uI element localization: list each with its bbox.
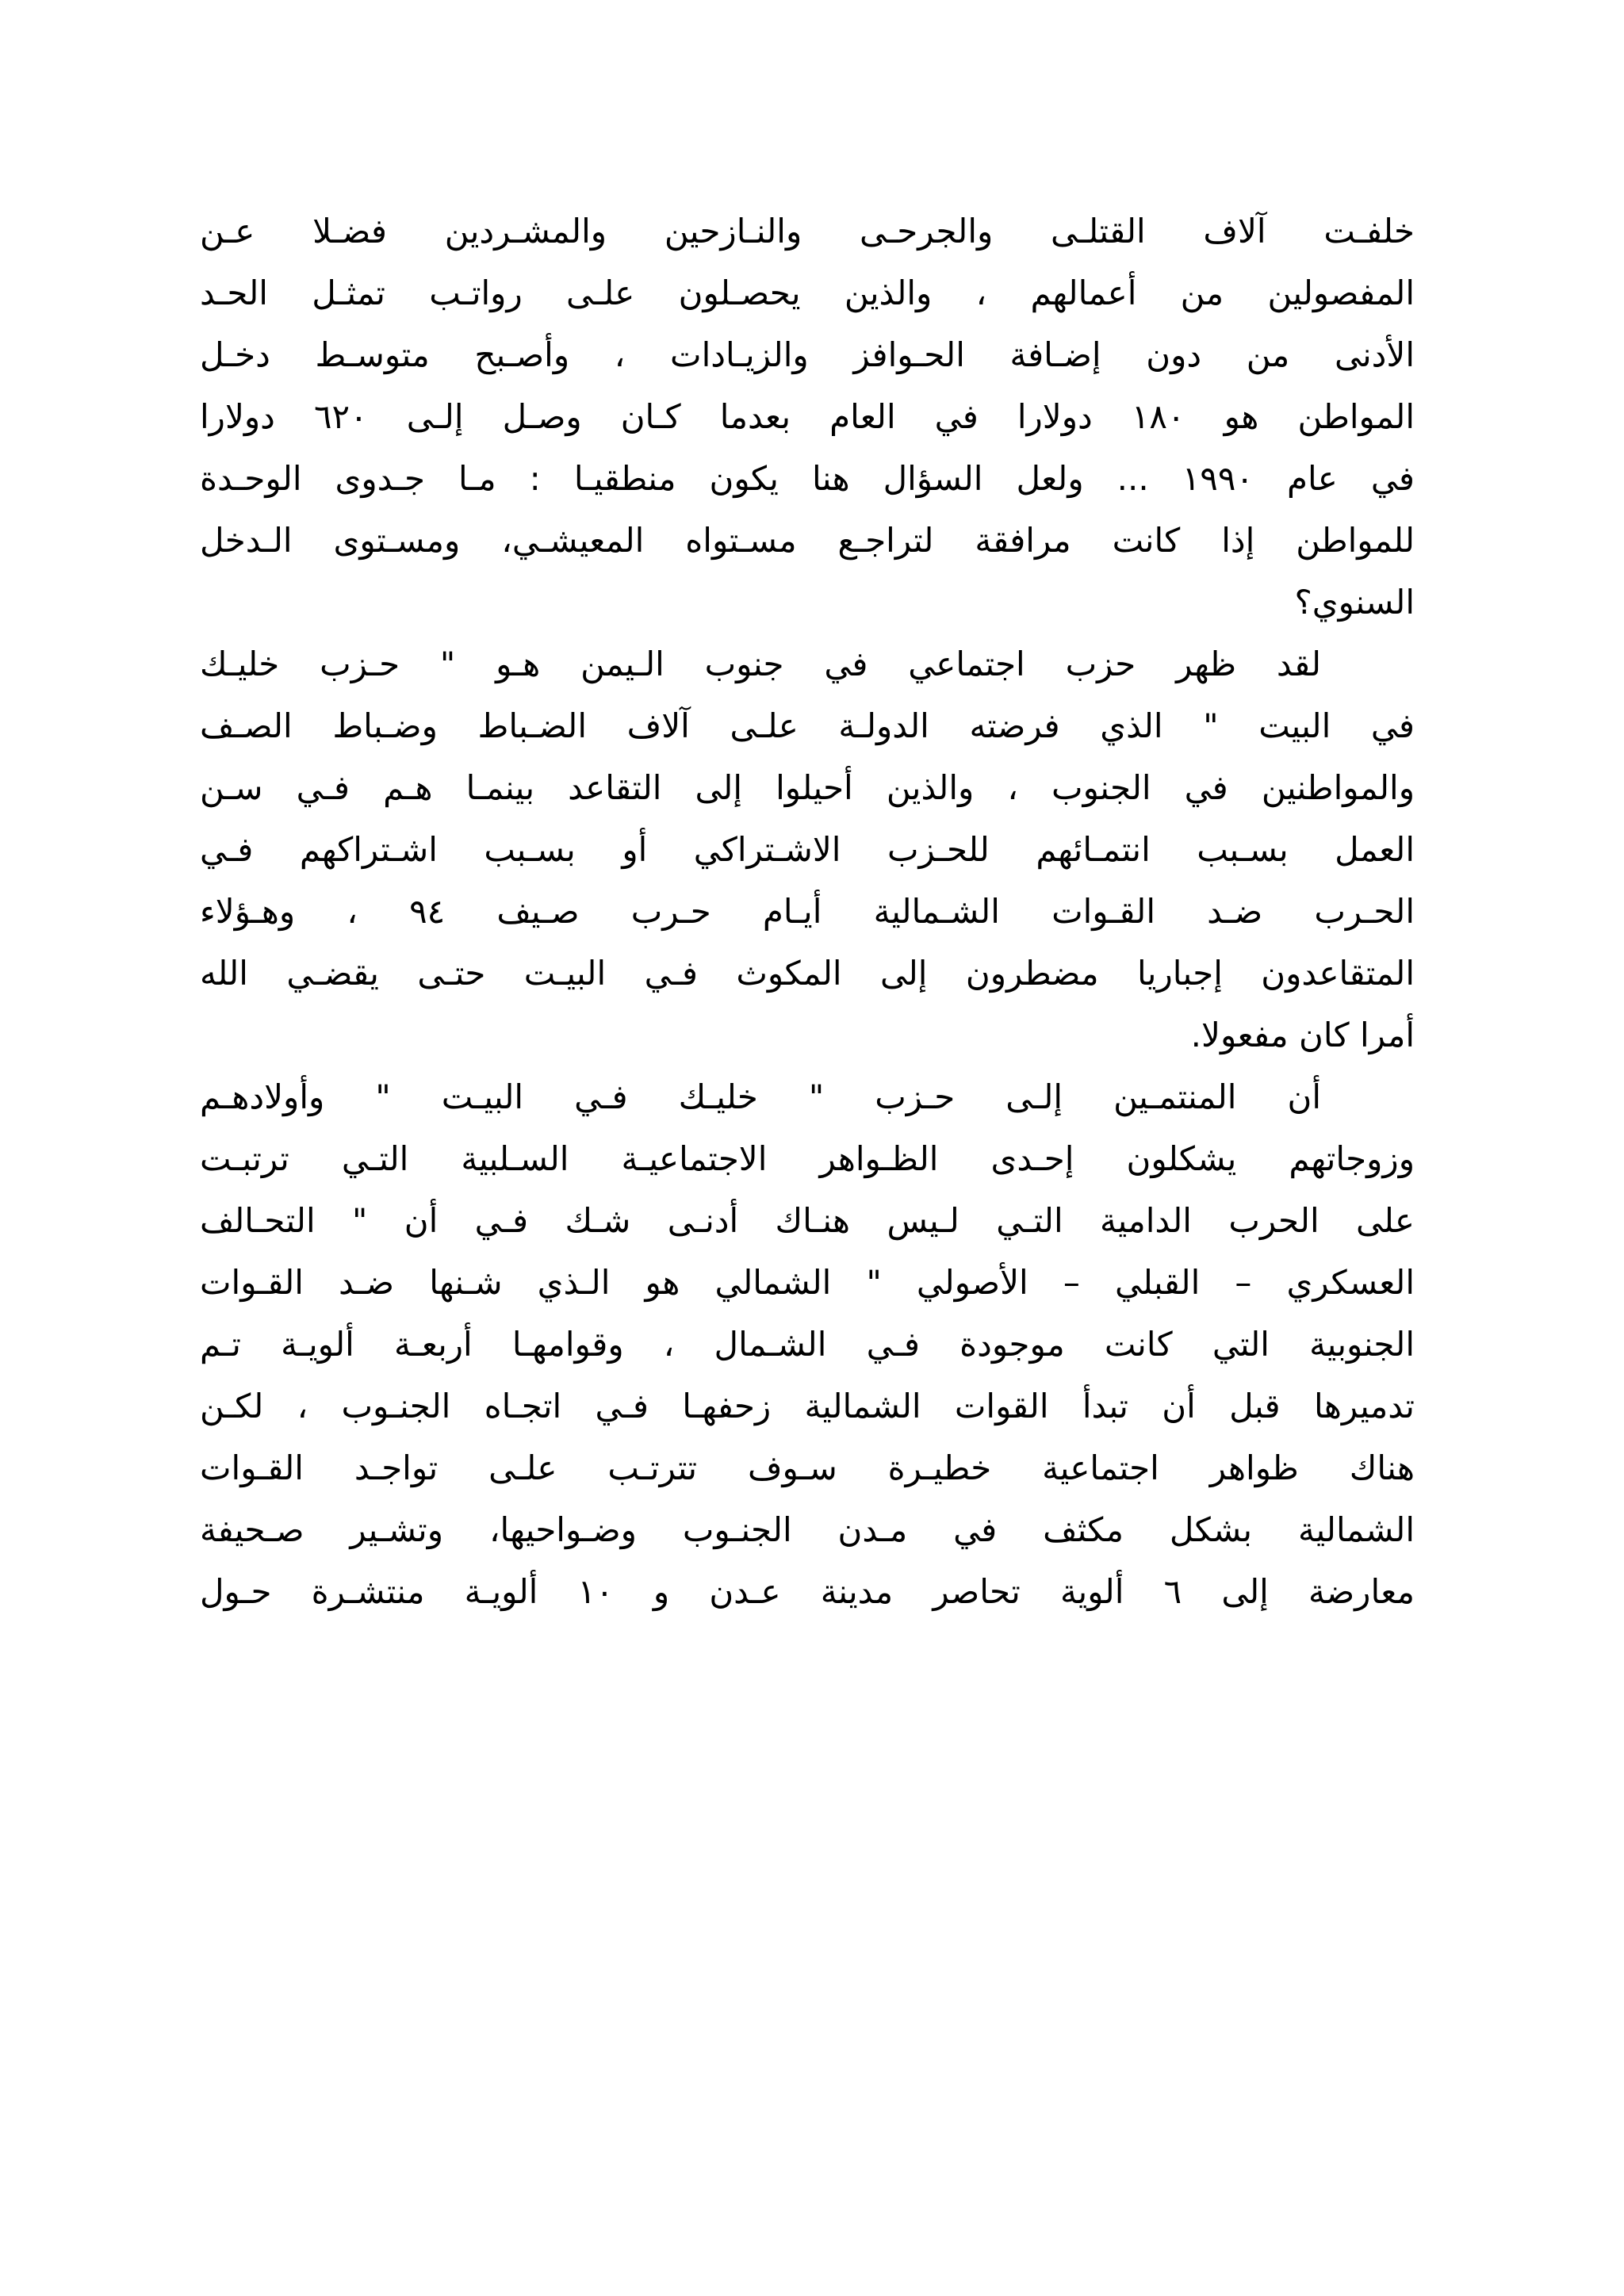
paragraph-1-line-6: للمواطن إذا كانت مرافقة لتراجـع مسـتواه المعيشـي، ومسـتوى الـدخل <box>200 521 1415 560</box>
paragraph-3-line-6: تدميرها قبل أن تبدأ القوات الشمالية زحفهـا فـي اتجـاه الجنـوب ، لكـن <box>200 1387 1415 1425</box>
paragraph-3-line-8: الشمالية بشكل مكثف في مـدن الجنـوب وضـواحيها، وتشـير صـحيفة <box>200 1510 1415 1549</box>
paragraph-3-line-9: معارضة إلى ٦ ألوية تحاصر مدينة عـدن و ١٠ ألويـة منتشـرة حـول <box>200 1572 1415 1611</box>
paragraph-1-line-3: الأدنى من دون إضـافة الحـوافز والزيـادات ، وأصـبح متوسـط دخـل <box>200 335 1415 374</box>
paragraph-1-line-1: خلفـت آلاف القتلـى والجرحـى والنـازحين والمشـردين فضـلا عـن <box>200 212 1415 251</box>
paragraph-3-line-1: أن المنتمـين إلـى حـزب " خليـك فـي البيـت " وأولادهـم <box>200 1077 1321 1116</box>
paragraph-3-line-2: وزوجاتهم يشكلون إحـدى الظـواهر الاجتماعيـة السـلبية التـي ترتبـت <box>200 1139 1415 1178</box>
paragraph-2-line-5: الحـرب ضـد القـوات الشـمالية أيـام حـرب صـيف ٩٤ ، وهـؤلاء <box>200 892 1415 931</box>
paragraph-3-line-4: العسكري – القبلي – الأصولي " الشمالي هو الـذي شـنها ضـد القـوات <box>200 1263 1415 1302</box>
paragraph-2-line-7: أمرا كان مفعولا. <box>1190 1016 1415 1054</box>
paragraph-2-line-2: في البيت " الذي فرضته الدولـة علـى آلاف الضـباط وضـباط الصـف <box>200 706 1415 745</box>
body-text <box>200 201 1415 1623</box>
paragraph-3-line-5: الجنوبية التي كانت موجودة فـي الشـمال ، وقوامهـا أربعـة ألويـة تـم <box>200 1325 1415 1364</box>
paragraph-2-line-6: المتقاعدون إجباريا مضطرون إلى المكوث فـي البيـت حتـى يقضـي الله <box>200 954 1415 993</box>
paragraph-1-line-5: في عام ١٩٩٠ ... ولعل السؤال هنا يكون منطقيـا : مـا جـدوى الوحـدة <box>200 459 1415 498</box>
paragraph-2-line-3: والمواطنين في الجنوب ، والذين أحيلوا إلى التقاعد بينمـا هـم فـي سـن <box>200 768 1415 807</box>
paragraph-1-line-4: المواطن هو ١٨٠ دولارا في العام بعدما كـان وصـل إلـى ٦٢٠ دولارا <box>200 397 1415 436</box>
paragraph-3-line-7: هناك ظواهر اجتماعية خطيـرة سـوف تترتـب علـى تواجـد القـوات <box>200 1448 1415 1487</box>
paragraph-2-line-1: لقد ظهر حزب اجتماعي في جنوب الـيمن هـو " حـزب خليـك <box>200 645 1321 683</box>
paragraph-3-line-3: على الحرب الدامية التـي لـيس هنـاك أدنـى شـك فـي أن " التحـالف <box>200 1201 1415 1240</box>
paragraph-2-line-4: العمل بسـبب انتمـائهم للحـزب الاشـتراكي أو بسـبب اشـتراكهم فـي <box>200 830 1415 869</box>
paragraph-1-line-7: السنوي؟ <box>1294 583 1415 622</box>
paragraph-1-line-2: المفصولين من أعمالهم ، والذين يحصـلون علـى رواتـب تمثـل الحـد <box>200 274 1415 312</box>
